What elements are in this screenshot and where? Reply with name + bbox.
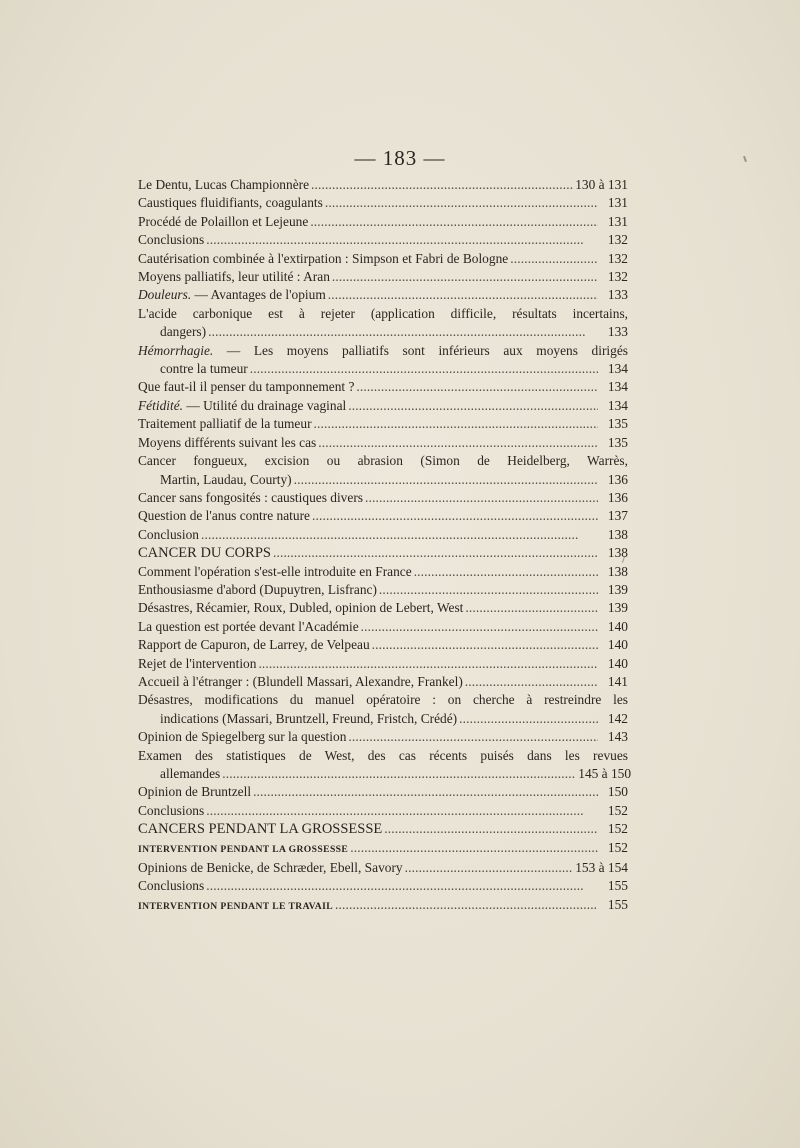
toc-entry-page: 131 — [607, 195, 628, 211]
toc-entry-page: 145 à 150 — [578, 766, 632, 781]
dot-leader — [365, 489, 598, 507]
toc-entry — [138, 342, 628, 379]
toc-entry — [138, 783, 628, 801]
toc-entry-title: Opinion de Spiegelberg sur la question — [138, 729, 347, 745]
toc-entry — [138, 747, 632, 784]
toc-entry — [138, 194, 628, 212]
toc-entry-page: 143 — [607, 729, 628, 745]
toc-entry-page: 134 — [607, 397, 628, 413]
dot-leader — [414, 563, 598, 581]
dot-leader — [379, 581, 598, 599]
dot-leader — [510, 250, 598, 268]
dot-leader — [206, 231, 598, 249]
toc-entry-rest: — Utilité du drainage vaginal — [183, 397, 347, 413]
toc-entry-page: 152 — [607, 802, 628, 818]
dot-leader — [465, 599, 598, 617]
toc-subsection-heading — [138, 839, 628, 859]
toc-entry — [138, 231, 628, 249]
toc-entry — [138, 434, 628, 452]
dot-leader — [314, 415, 598, 433]
dot-leader — [372, 636, 598, 654]
toc-entry-title: Examen des statistiques de West, des cas récents puisés dans les revues — [138, 747, 628, 763]
dot-leader — [310, 213, 598, 231]
toc-entry-page: 133 — [607, 324, 628, 340]
toc-entry-page: 152 — [607, 839, 628, 855]
toc-entry-title: Procédé de Polaillon et Lejeune — [138, 213, 309, 229]
dot-leader — [405, 859, 574, 877]
toc-entry-title: Cancer sans fongosités : caustiques divers — [138, 489, 363, 505]
toc-entry-title: Rejet de l'intervention — [138, 655, 257, 671]
toc-section-heading — [138, 820, 628, 838]
toc-entry — [138, 250, 628, 268]
dot-leader — [332, 268, 598, 286]
toc-entry — [138, 859, 628, 877]
toc-entry — [138, 563, 628, 581]
toc-entry-title — [138, 397, 346, 415]
dot-leader — [348, 728, 598, 746]
toc-entry-page: 152 — [607, 821, 628, 837]
toc-entry-title: Traitement palliatif de la tumeur — [138, 416, 312, 432]
toc-entry-continuation: Martin, Laudau, Courty) — [160, 471, 292, 487]
toc-entry-page: 130 à 131 — [575, 177, 628, 192]
dot-leader — [465, 673, 598, 691]
toc-entry — [138, 673, 628, 691]
toc-entry-title: Que faut-il il penser du tamponnement ? — [138, 379, 355, 395]
toc-entry-continuation: indications (Massari, Bruntzell, Freund, Fristch, Crédé) — [160, 710, 458, 726]
dot-leader — [311, 176, 573, 194]
toc-entry — [138, 526, 628, 544]
toc-entry-title: Désastres, Récamier, Roux, Dubled, opinion de Lebert, West — [138, 600, 464, 616]
dot-leader — [335, 896, 598, 914]
toc-entry-title: Comment l'opération s'est-elle introduite en France — [138, 563, 412, 579]
toc-entry-page: 138 — [607, 563, 628, 579]
toc-entry-rest: — Avantages de l'opium — [191, 287, 326, 303]
toc-entry-title: Opinion de Bruntzell — [138, 784, 252, 800]
toc-entry-page: 138 — [607, 526, 628, 542]
dot-leader — [325, 194, 598, 212]
toc-entry-page: 142 — [607, 710, 628, 726]
toc-entry-title: Moyens différents suivant les cas — [138, 434, 317, 450]
toc-entry — [138, 452, 628, 489]
dot-leader — [318, 434, 598, 452]
toc-entry-page: 139 — [607, 581, 628, 597]
toc-entry — [138, 655, 628, 673]
toc-entry-page: 137 — [607, 508, 628, 524]
toc-entry — [138, 507, 628, 525]
toc-entry-page: 135 — [607, 434, 628, 450]
toc-entry-lead: Hémorrhagie. — [138, 342, 214, 358]
dot-leader — [384, 820, 598, 838]
table-of-contents — [138, 176, 632, 916]
toc-entry-page: 132 — [607, 232, 628, 248]
toc-entry-title: INTERVENTION PENDANT LE TRAVAIL — [138, 900, 334, 912]
dot-leader — [206, 802, 598, 820]
toc-entry-page: 139 — [607, 600, 628, 616]
toc-entry-title: L'acide carbonique est à rejeter (application difficile, résultats incertains, — [138, 305, 628, 321]
page-number: — 183 — — [354, 146, 446, 170]
dot-leader — [348, 397, 598, 415]
toc-entry — [138, 268, 628, 286]
toc-entry — [138, 877, 628, 895]
dot-leader — [201, 526, 598, 544]
dot-leader — [250, 360, 598, 378]
toc-entry-page: 140 — [607, 655, 628, 671]
toc-entry-page: 138 — [607, 545, 628, 561]
dot-leader — [459, 710, 598, 728]
toc-entry-lead: Fétidité. — [138, 397, 183, 413]
toc-entry — [138, 581, 628, 599]
toc-entry-title: Conclusions — [138, 232, 205, 248]
toc-entry-continuation: dangers) — [160, 324, 207, 340]
toc-entry — [138, 489, 628, 507]
toc-entry-title: Désastres, modifications du manuel opératoire : on cherche à restreindre les — [138, 692, 628, 708]
toc-section-heading — [138, 544, 628, 562]
toc-entry — [138, 213, 628, 231]
toc-entry — [138, 286, 628, 304]
toc-entry-title: Rapport de Capuron, de Larrey, de Velpeau — [138, 637, 370, 653]
toc-entry-page: 141 — [607, 673, 628, 689]
dot-leader — [350, 839, 598, 857]
toc-entry-title: CANCERS PENDANT LA GROSSESSE — [138, 821, 383, 838]
toc-entry-continuation: contre la tumeur — [160, 361, 248, 377]
dot-leader — [253, 783, 598, 801]
toc-entry — [138, 728, 628, 746]
toc-entry — [138, 691, 628, 728]
toc-entry-title: Cautérisation combinée à l'extirpation : Simpson et Fabri de Bologne — [138, 250, 509, 266]
dot-leader — [273, 544, 598, 562]
toc-entry-page: 140 — [607, 618, 628, 634]
toc-entry-page: 132 — [607, 269, 628, 285]
toc-entry-page: 133 — [607, 287, 628, 303]
toc-entry-page: 131 — [607, 213, 628, 229]
toc-entry-title: Caustiques fluidifiants, coagulants — [138, 195, 323, 211]
toc-entry-title: Cancer fongueux, excision ou abrasion (Simon de Heidelberg, Warrès, — [138, 453, 628, 469]
toc-entry-page: 136 — [607, 471, 628, 487]
dot-leader — [328, 286, 598, 304]
toc-entry-title: Conclusions — [138, 802, 205, 818]
toc-entry-page: 135 — [607, 416, 628, 432]
toc-entry-title — [138, 342, 628, 360]
toc-entry — [138, 305, 628, 342]
toc-entry-title: Le Dentu, Lucas Championnère — [138, 177, 310, 192]
toc-entry-page: 150 — [607, 784, 628, 800]
toc-entry — [138, 176, 628, 194]
toc-entry — [138, 618, 628, 636]
toc-entry-title: INTERVENTION PENDANT LA GROSSESSE — [138, 843, 349, 855]
dot-leader — [208, 323, 598, 341]
toc-entry-title: Accueil à l'étranger : (Blundell Massari, Alexandre, Frankel) — [138, 673, 463, 689]
toc-entry-page: 155 — [607, 878, 628, 894]
toc-entry — [138, 802, 628, 820]
toc-entry — [138, 378, 628, 396]
dot-leader — [361, 618, 598, 636]
dot-leader — [258, 655, 598, 673]
toc-entry-title: Enthousiasme d'abord (Dupuytren, Lisfranc) — [138, 581, 377, 597]
toc-entry-title: La question est portée devant l'Académie — [138, 618, 359, 634]
toc-entry — [138, 599, 628, 617]
toc-entry-title: Opinions de Benicke, de Schræder, Ebell, Savory — [138, 860, 403, 876]
toc-entry-title: Conclusions — [138, 878, 205, 894]
dot-leader — [294, 471, 598, 489]
toc-entry-lead: Douleurs. — [138, 287, 192, 303]
toc-entry-page: 134 — [607, 361, 628, 377]
toc-subsection-heading — [138, 896, 628, 916]
toc-entry-page: 136 — [607, 489, 628, 505]
toc-entry-page: 140 — [607, 637, 628, 653]
toc-entry — [138, 636, 628, 654]
toc-entry-page: 132 — [607, 250, 628, 266]
toc-entry — [138, 415, 628, 433]
toc-entry-title: Moyens palliatifs, leur utilité : Aran — [138, 269, 330, 285]
toc-entry-title: CANCER DU CORPS — [138, 545, 271, 562]
toc-entry-continuation: allemandes — [160, 766, 221, 781]
toc-entry-title: Question de l'anus contre nature — [138, 508, 310, 524]
dot-leader — [312, 507, 598, 525]
dot-leader — [356, 378, 598, 396]
toc-entry — [138, 397, 628, 415]
toc-entry-page: 153 à 154 — [575, 860, 628, 876]
toc-entry-page: 155 — [607, 896, 628, 912]
dot-leader — [222, 765, 576, 783]
dot-leader — [206, 877, 598, 895]
toc-entry-title: Conclusion — [138, 526, 200, 542]
toc-entry-title — [138, 286, 326, 304]
toc-entry-page: 134 — [607, 379, 628, 395]
toc-entry-rest: — Les moyens palliatifs sont inférieurs aux moyens dirigés — [213, 342, 628, 358]
